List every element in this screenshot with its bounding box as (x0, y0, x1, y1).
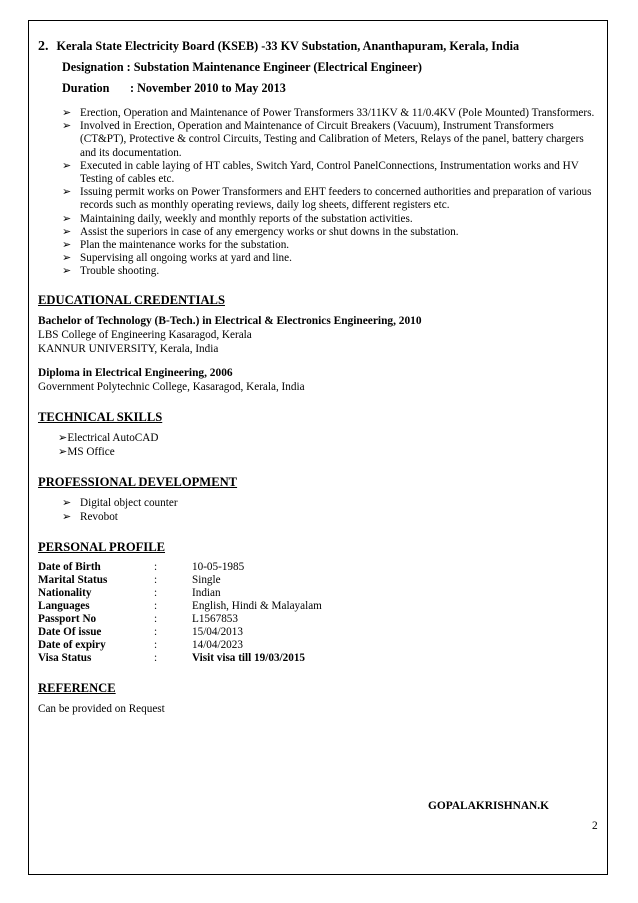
college-1: LBS College of Engineering Kasaragod, Kerala (38, 328, 252, 341)
job-org: Kerala State Electricity Board (KSEB) -33 KV Substation, Ananthapuram, Kerala, India (56, 39, 520, 53)
personal-title: PERSONAL PROFILE (38, 539, 166, 554)
arrow-bullet-icon: ➢ (62, 496, 72, 509)
arrow-bullet-icon: ➢ (62, 239, 72, 252)
job-duties-list (38, 107, 600, 279)
degree-1: Bachelor of Technology (B-Tech.) in Electrical & Electronics Engineering, 2010 (38, 314, 422, 327)
list-item: ➢ Revobot (62, 510, 118, 523)
arrow-bullet-icon: ➢ (62, 212, 72, 225)
table-row: Languages : English, Hindi & Malayalam (38, 599, 322, 612)
resume-page (38, 38, 600, 716)
list-item: ➢ Executed in cable laying of HT cables, Switch Yard, Control PanelConnections, Instrumentation works and HV Testing of cables etc. (62, 159, 579, 186)
duration-label: Duration (62, 81, 110, 95)
list-item: ➢MS Office (58, 445, 115, 458)
designation-line (38, 59, 600, 76)
list-item: ➢ Digital object counter (62, 496, 178, 509)
job-header (38, 38, 600, 97)
list-item: ➢ Involved in Erection, Operation and Maintenance of Circuit Breakers (Vacuum), Instrument Transformers (CT&PT), Protective & control Circuits, Testing and Calibration of Meters, Relays of the panel, battery chargers and its documentation. (62, 120, 584, 159)
arrow-bullet-icon: ➢ (62, 252, 72, 265)
table-row: Date of expiry : 14/04/2023 (38, 638, 243, 651)
table-row: Date Of issue : 15/04/2013 (38, 625, 243, 638)
designation-label: Designation : (62, 60, 131, 74)
arrow-bullet-icon: ➢ (62, 510, 72, 523)
list-item: ➢Electrical AutoCAD (58, 431, 159, 444)
arrow-bullet-icon: ➢ (62, 265, 72, 278)
table-row: Visa Status : Visit visa till 19/03/2015 (38, 651, 306, 664)
list-item: ➢ Maintaining daily, weekly and monthly reports of the substation activities. (62, 212, 413, 225)
degree-2: Diploma in Electrical Engineering, 2006 (38, 366, 233, 379)
education-title: EDUCATIONAL CREDENTIALS (38, 292, 225, 307)
table-row: Marital Status : Single (38, 573, 221, 586)
personal-profile-table (38, 561, 322, 665)
job-number: 2. (38, 39, 49, 54)
table-row: Nationality : Indian (38, 586, 221, 599)
duration-line (38, 80, 600, 97)
professional-title: PROFESSIONAL DEVELOPMENT (38, 474, 238, 489)
list-item: ➢ Issuing permit works on Power Transformers and EHT feeders to concerned authorities and preparation of various records such as monthly operating reviews, daily log sheets, different registers etc. (62, 186, 592, 212)
list-item: ➢ Trouble shooting. (62, 265, 160, 278)
table-row: Passport No : L1567853 (38, 612, 238, 625)
reference-text: Can be provided on Request (38, 702, 165, 715)
professional-list (38, 496, 600, 524)
college-2: Government Polytechnic College, Kasaragod, Kerala, India (38, 380, 305, 393)
arrow-bullet-icon: ➢ (62, 120, 72, 133)
list-item: ➢ Erection, Operation and Maintenance of Power Transformers 33/11KV & 11/0.4KV (Pole Mounted) Transformers. (62, 107, 595, 119)
arrow-bullet-icon: ➢ (62, 107, 72, 119)
page-number: 2 (592, 820, 598, 832)
arrow-bullet-icon: ➢ (62, 225, 72, 238)
reference-title: REFERENCE (38, 680, 116, 695)
signature-name: GOPALAKRISHNAN.K (428, 800, 549, 812)
duration-value: : November 2010 to May 2013 (130, 81, 286, 95)
job-org-line (38, 38, 600, 55)
list-item: ➢ Supervising all ongoing works at yard and line. (62, 252, 292, 265)
arrow-bullet-icon: ➢ (58, 431, 68, 444)
technical-title: TECHNICAL SKILLS (38, 409, 163, 424)
technical-skills-list (58, 431, 600, 459)
list-item: ➢ Plan the maintenance works for the substation. (62, 239, 290, 252)
arrow-bullet-icon: ➢ (62, 186, 72, 199)
university-1: KANNUR UNIVERSITY, Kerala, India (38, 342, 219, 355)
table-row: Date of Birth : 10-05-1985 (38, 560, 245, 573)
designation-value: Substation Maintenance Engineer (Electrical Engineer) (133, 60, 422, 74)
arrow-bullet-icon: ➢ (62, 159, 72, 172)
list-item: ➢ Assist the superiors in case of any emergency works or shut downs in the substation. (62, 225, 459, 238)
arrow-bullet-icon: ➢ (58, 445, 68, 458)
